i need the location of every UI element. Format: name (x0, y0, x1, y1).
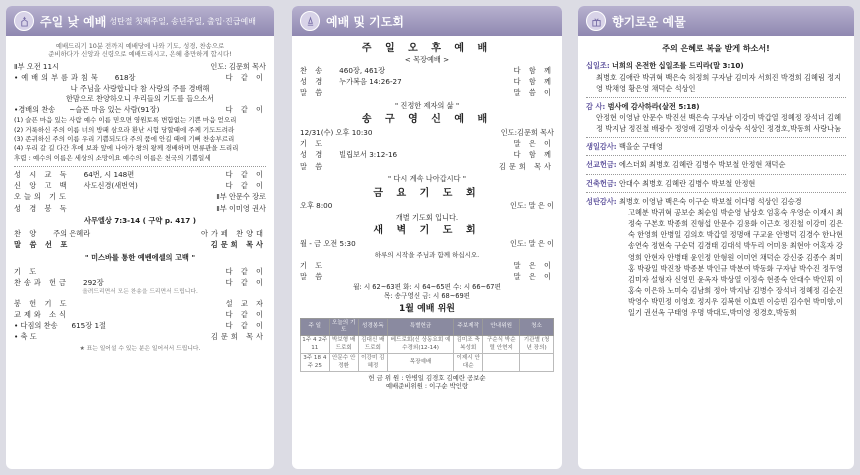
praying-hands-icon (300, 11, 320, 31)
offering-headline: 주의 은혜로 복을 받게 하소서! (662, 44, 770, 53)
service-title: 송 구 영 신 예 배 (361, 114, 493, 126)
service-title: 새 벽 기 도 회 (373, 225, 481, 237)
prayer-meetings-panel (292, 6, 562, 469)
table-row: 1주 4 2주 11 박보형 배드로회 김대신 배드로회 베드로회(신 상동요회 예수경외(12-14) 김미조 축복성회 구순식 박순렬 안현지 기관별 (청년 장의) (301, 336, 554, 354)
order-row: • 다짐의 찬송 615장 1절 다 같 이 (14, 321, 266, 331)
order-row: • 축 도 김문희 목사 (14, 332, 266, 342)
order-row: 신 앙 고 백 사도신경(새번역) 다 같 이 (14, 181, 266, 191)
lyric-line: 나 주님을 사랑합니다 참 사랑의 주를 경배해 (70, 84, 210, 94)
service-leader: 인도: 말 은 이 (510, 239, 554, 249)
order-row: •경배의 찬송 ~슬픈 마음 있는 사람(91장) 다 같 이 (14, 104, 266, 114)
sermon-title: " 미스바를 통한 예벤에셀의 고백 " (84, 253, 196, 263)
offering-block-tithe: 십일조: 너희의 온전한 십일조를 드리라(말 3:10) 최병호 김애란 박귀혁 백은숙 허정희 구자남 김미자 서희진 박경희 김혜림 정지영 박채영 황은영 채덕순 석상인 (586, 61, 842, 93)
offering-block-mission: 선교헌금: 에스더회 최병호 김혜란 김병수 박보철 안정현 채덕순 (586, 160, 786, 170)
order-row: 성 경 누가복음 14:26-27 다 함 께 (300, 77, 554, 87)
hymn-lyrics: (1) 슬픈 마음 있는 사람 예수 이름 믿으면 영원토록 변함없는 기쁜 마음 얻으리 (2) 거룩하신 주의 이름 너의 방패 삼으라 환난 시험 당할때에 주께 기도드려라 (3) 존귀하신 주의 이름 우리 기쁨되도다 주의 품에 안길 때에 기뻐 찬송부르리 (4) 우리 갈 길 다간 후에 보좌 앞에 나아가 왕의 왕께 경배하며 면류관을 드리리 후렴 : 예수의 이름은 세상의 소망이요 예수의 이름은 천국의 기쁨일세 (14, 116, 239, 162)
order-row: 찬 송 460장, 461장 다 함 께 (300, 66, 554, 76)
worship-time: Ⅱ부 오전 11시 (14, 61, 60, 71)
service-time: 오후 8:00 (300, 201, 333, 211)
order-row: 교제와 소식 다 같 이 (14, 310, 266, 319)
worship-leader: 인도: 김문희 목사 (210, 61, 266, 71)
dawn-schedule: 목: 송구영신 금: 시 68~69편 (383, 292, 471, 301)
section-title: 향기로운 예물 (612, 14, 686, 29)
scripture-reference: 사무엘상 7:3-14 ( 구약 p. 417 ) (84, 216, 196, 226)
lyric-line: 한맘으로 찬양하오니 우리들의 기도를 들으소서 (65, 93, 214, 103)
service-note: 하루의 시작을 주님과 함께 하십시오. (374, 250, 480, 259)
service-time: 월 - 금 오전 5:30 (300, 239, 356, 249)
offering-block-birthday: 생일감사: 백을순 구태영 (586, 142, 663, 152)
service-time: 12/31(수) 오후 10:30 (300, 128, 373, 138)
order-row: 찬송과 헌금 292장 다 같 이 (14, 277, 266, 287)
section-title: 주일 낮 예배 (40, 14, 107, 29)
duty-offering: 헌 금 위 원 : 안병일 김경호 김예란 공보순 (368, 373, 486, 382)
table-row: 3주 18 4주 25 안문수 안정환 이강미 김혜정 목장예배 이제시 안대순 (301, 354, 554, 372)
order-row: 찬 양 주의 은혜라 아가페 찬양대 (14, 228, 266, 238)
dawn-schedule: 월: 시 62~63편 화: 시 64~65편 수: 시 66~67편 (353, 283, 501, 292)
duty-prep: 예배준비위원 : 이구순 박인랑 (385, 382, 469, 391)
order-row: 봉 헌 기 도 설 교 자 (14, 298, 266, 308)
service-title: 주 일 오 후 예 배 (361, 43, 493, 54)
order-row: 성 경 빌립보서 3:12-16 다 함 께 (300, 150, 554, 160)
duty-title: 1월 예배 위원 (399, 303, 455, 314)
order-row: 기 도 말 은 이 (300, 261, 554, 271)
service-subtitle: < 목장예배 > (404, 55, 450, 65)
order-row: •예배의부름과침묵 618장 다 같 이 (14, 73, 266, 82)
gift-icon (586, 11, 606, 31)
order-row: 말 씀 선 포 김문희 목사 (14, 239, 266, 249)
order-row: 말 씀 김문희 목사 (300, 161, 554, 171)
prayer-meetings-header (292, 6, 562, 36)
offering-block-christmas: 성탄감사: 최병호 이영남 백은숙 이구순 박보철 이다명 석상인 김승경 고혜분 박귀혁 공보순 최순임 박순영 남상호 엄홍숙 우영순 이재시 최정숙 구본호 박종희 진형섭 안문수 김용화 이근호 정진철 이강미 김은숙 한영희 안병일 김의호 박갑열 정명애 구교윤 안병덕 김경수 한나현 송연숙 정현숙 구순덕 김경태 김대석 박두리 어미용 최현아 어혹자 강영희 안현자 안병태 윤인정 안형원 이미연 채덕순 강신중 김종수 최미홍 박광일 박진창 박종분 박인규 박분여 박동화 구자남 박수진 정두영 김미자 설형자 신영민 윤옥자 박상열 이정숙 현종숙 안대수 박인휘 이홍숙 이은하 노미숙 김남희 정아 박지남 김병수 장석녀 정혜정 김순진 박영수 박민정 이영호 정지우 김복현 이효빈 이승빈 김수현 박미향,이일기 권선옥 구태영 우명 박대도,박미영 정경호,박동희 (586, 196, 843, 318)
sunday-worship-header (6, 6, 274, 36)
sunday-worship-panel (6, 6, 274, 469)
order-row: 성 시 교 독 64번, 시 148편 다 같 이 (14, 170, 266, 180)
order-row: 오늘의 기도 Ⅱ부 안문수 장로 (14, 192, 266, 202)
offering-block-thanks: 감 사: 범사에 감사하라(살전 5:18) 안정현 이영남 안문수 박진선 백은숙 구자남 이강미 박갑열 정혜정 장석녀 김혜정 박지남 정진철 배광수 정영애 김명자 이상숙 석상인 정경호,박동희 사랑나눔 (586, 101, 842, 134)
order-row: 성 경 봉 독 Ⅱ부 이미영 권사 (14, 203, 266, 213)
offerings-panel (578, 6, 854, 469)
service-leader: 인도: 말 은 이 (510, 201, 554, 211)
message-title: " 다시 계속 나아갑시다 " (387, 174, 467, 184)
section-subtitle: 성탄절 첫째주일, 송년주일, 출입·진급예배 (109, 16, 256, 26)
offering-note: 올려드리면서 모든 찬송을 드리면서 드립니다. (82, 289, 198, 296)
intro-line: 예배드리기 10분 전까지 예배당에 나와 기도, 성경, 찬송으로 (55, 42, 225, 50)
section-title: 예배 및 기도회 (326, 14, 404, 29)
service-title: 금 요 기 도 회 (373, 187, 481, 199)
service-leader: 인도:김문희 목사 (500, 128, 554, 138)
order-row: 말 씀 말 씀 이 (300, 88, 554, 98)
service-note: 개별 기도회 입니다. (395, 212, 459, 222)
order-row: 기 도 말 은 이 (300, 139, 554, 149)
message-title: " 진정한 제자의 삶 " (394, 100, 460, 110)
order-row: 말 씀 말 은 이 (300, 272, 554, 282)
church-icon (14, 11, 34, 31)
order-row: 기 도 다 같 이 (14, 266, 266, 276)
offering-block-building: 건축헌금: 안대수 최병호 김혜란 김병수 박보철 안정현 (586, 178, 756, 188)
intro-line: 준비하다가 신앙과 신령으로 예배드리시고, 은혜 충만하게 합시다! (48, 50, 232, 59)
footer-note: ★ 표는 일어설 수 있는 분은 일어서서 드립니다. (79, 345, 201, 352)
offerings-header (578, 6, 854, 36)
duty-table: 주 일 오늘의 기도 성경봉독 특별헌금 주보제작 안내위원 청소 1주 4 2주 11 박보형 배드로회 김대신 배드로회 베드로회(신 상동요회 예수경외(12-14) 김미조 축복성회 구순식 박순렬 안현지 기관별 (청년 장의) 3주 18 4주 25 안문수 안정환 이강미 김혜정 목장예배 이제시 안대순 (300, 318, 554, 372)
